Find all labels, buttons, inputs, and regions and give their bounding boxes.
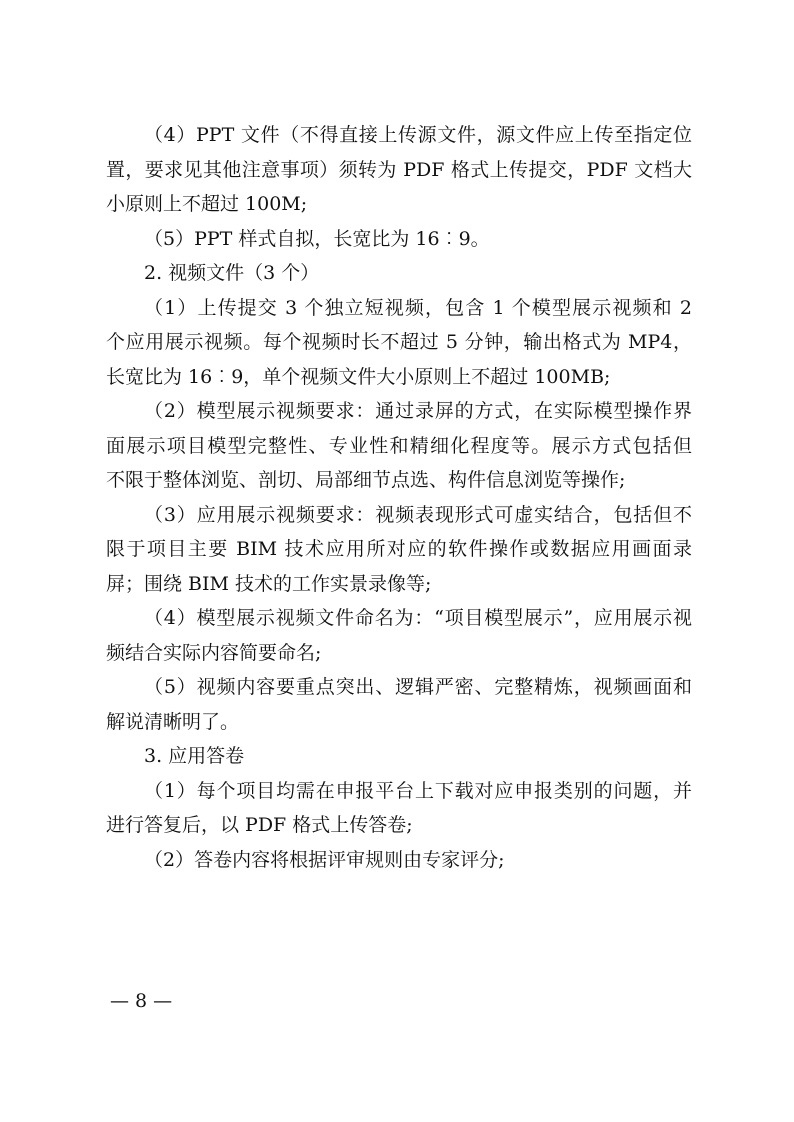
text-line: （3）应用展示视频要求：视频表现形式可虚实结合，包括但不	[144, 503, 692, 526]
text-line: （1）上传提交 3 个独立短视频，包含 1 个模型展示视频和 2	[144, 296, 692, 319]
heading-answer-sheet	[106, 739, 692, 774]
text-line: （5）视频内容要重点突出、逻辑严密、完整精炼，视频画面和	[144, 676, 692, 698]
paragraph-video-2	[106, 394, 692, 498]
paragraph-video-4	[106, 601, 692, 670]
text-line: 个应用展示视频。每个视频时长不超过 5 分钟，输出格式为 MP4，	[106, 331, 692, 353]
text-line: 解说清晰明了。	[106, 710, 240, 733]
text-line: 不限于整体浏览、剖切、局部细节点选、构件信息浏览等操作;	[106, 469, 626, 491]
text-line: 面展示项目模型完整性、专业性和精细化程度等。展示方式包括但	[106, 434, 692, 457]
text-line: （2）答卷内容将根据评审规则由专家评分;	[144, 848, 505, 871]
paragraph-answer-1	[106, 774, 692, 843]
paragraph-video-5	[106, 670, 692, 739]
body-text	[106, 118, 692, 877]
section-heading: 2. 视频文件（3 个）	[144, 262, 320, 284]
text-line: 屏；围绕 BIM 技术的工作实景录像等;	[106, 572, 432, 595]
text-line: （1）每个项目均需在申报平台上下载对应申报类别的问题，并	[144, 779, 692, 802]
text-line: （2）模型展示视频要求：通过录屏的方式，在实际模型操作界	[144, 400, 692, 422]
heading-video-files	[106, 256, 692, 291]
paragraph-ppt-4	[106, 118, 692, 222]
paragraph-video-3	[106, 498, 692, 602]
text-line: 频结合实际内容简要命名;	[106, 641, 322, 664]
paragraph-video-1	[106, 291, 692, 395]
text-line: （4）PPT 文件（不得直接上传源文件，源文件应上传至指定位	[144, 124, 692, 146]
text-line: 进行答复后，以 PDF 格式上传答卷;	[106, 814, 413, 836]
page-number: — 8 —	[110, 990, 173, 1012]
section-heading: 3. 应用答卷	[144, 745, 245, 767]
text-line: 限于项目主要 BIM 技术应用所对应的软件操作或数据应用画面录	[106, 538, 692, 560]
text-line: 置，要求见其他注意事项）须转为 PDF 格式上传提交，PDF 文档大	[106, 158, 692, 181]
text-line: （5）PPT 样式自拟，长宽比为 16︰9。	[144, 227, 490, 250]
paragraph-ppt-5	[106, 222, 692, 257]
paragraph-answer-2	[106, 843, 692, 878]
text-line: （4）模型展示视频文件命名为：“项目模型展示”，应用展示视	[144, 607, 692, 629]
text-line: 小原则上不超过 100M;	[106, 193, 308, 215]
text-line: 长宽比为 16︰9，单个视频文件大小原则上不超过 100MB;	[106, 365, 611, 388]
